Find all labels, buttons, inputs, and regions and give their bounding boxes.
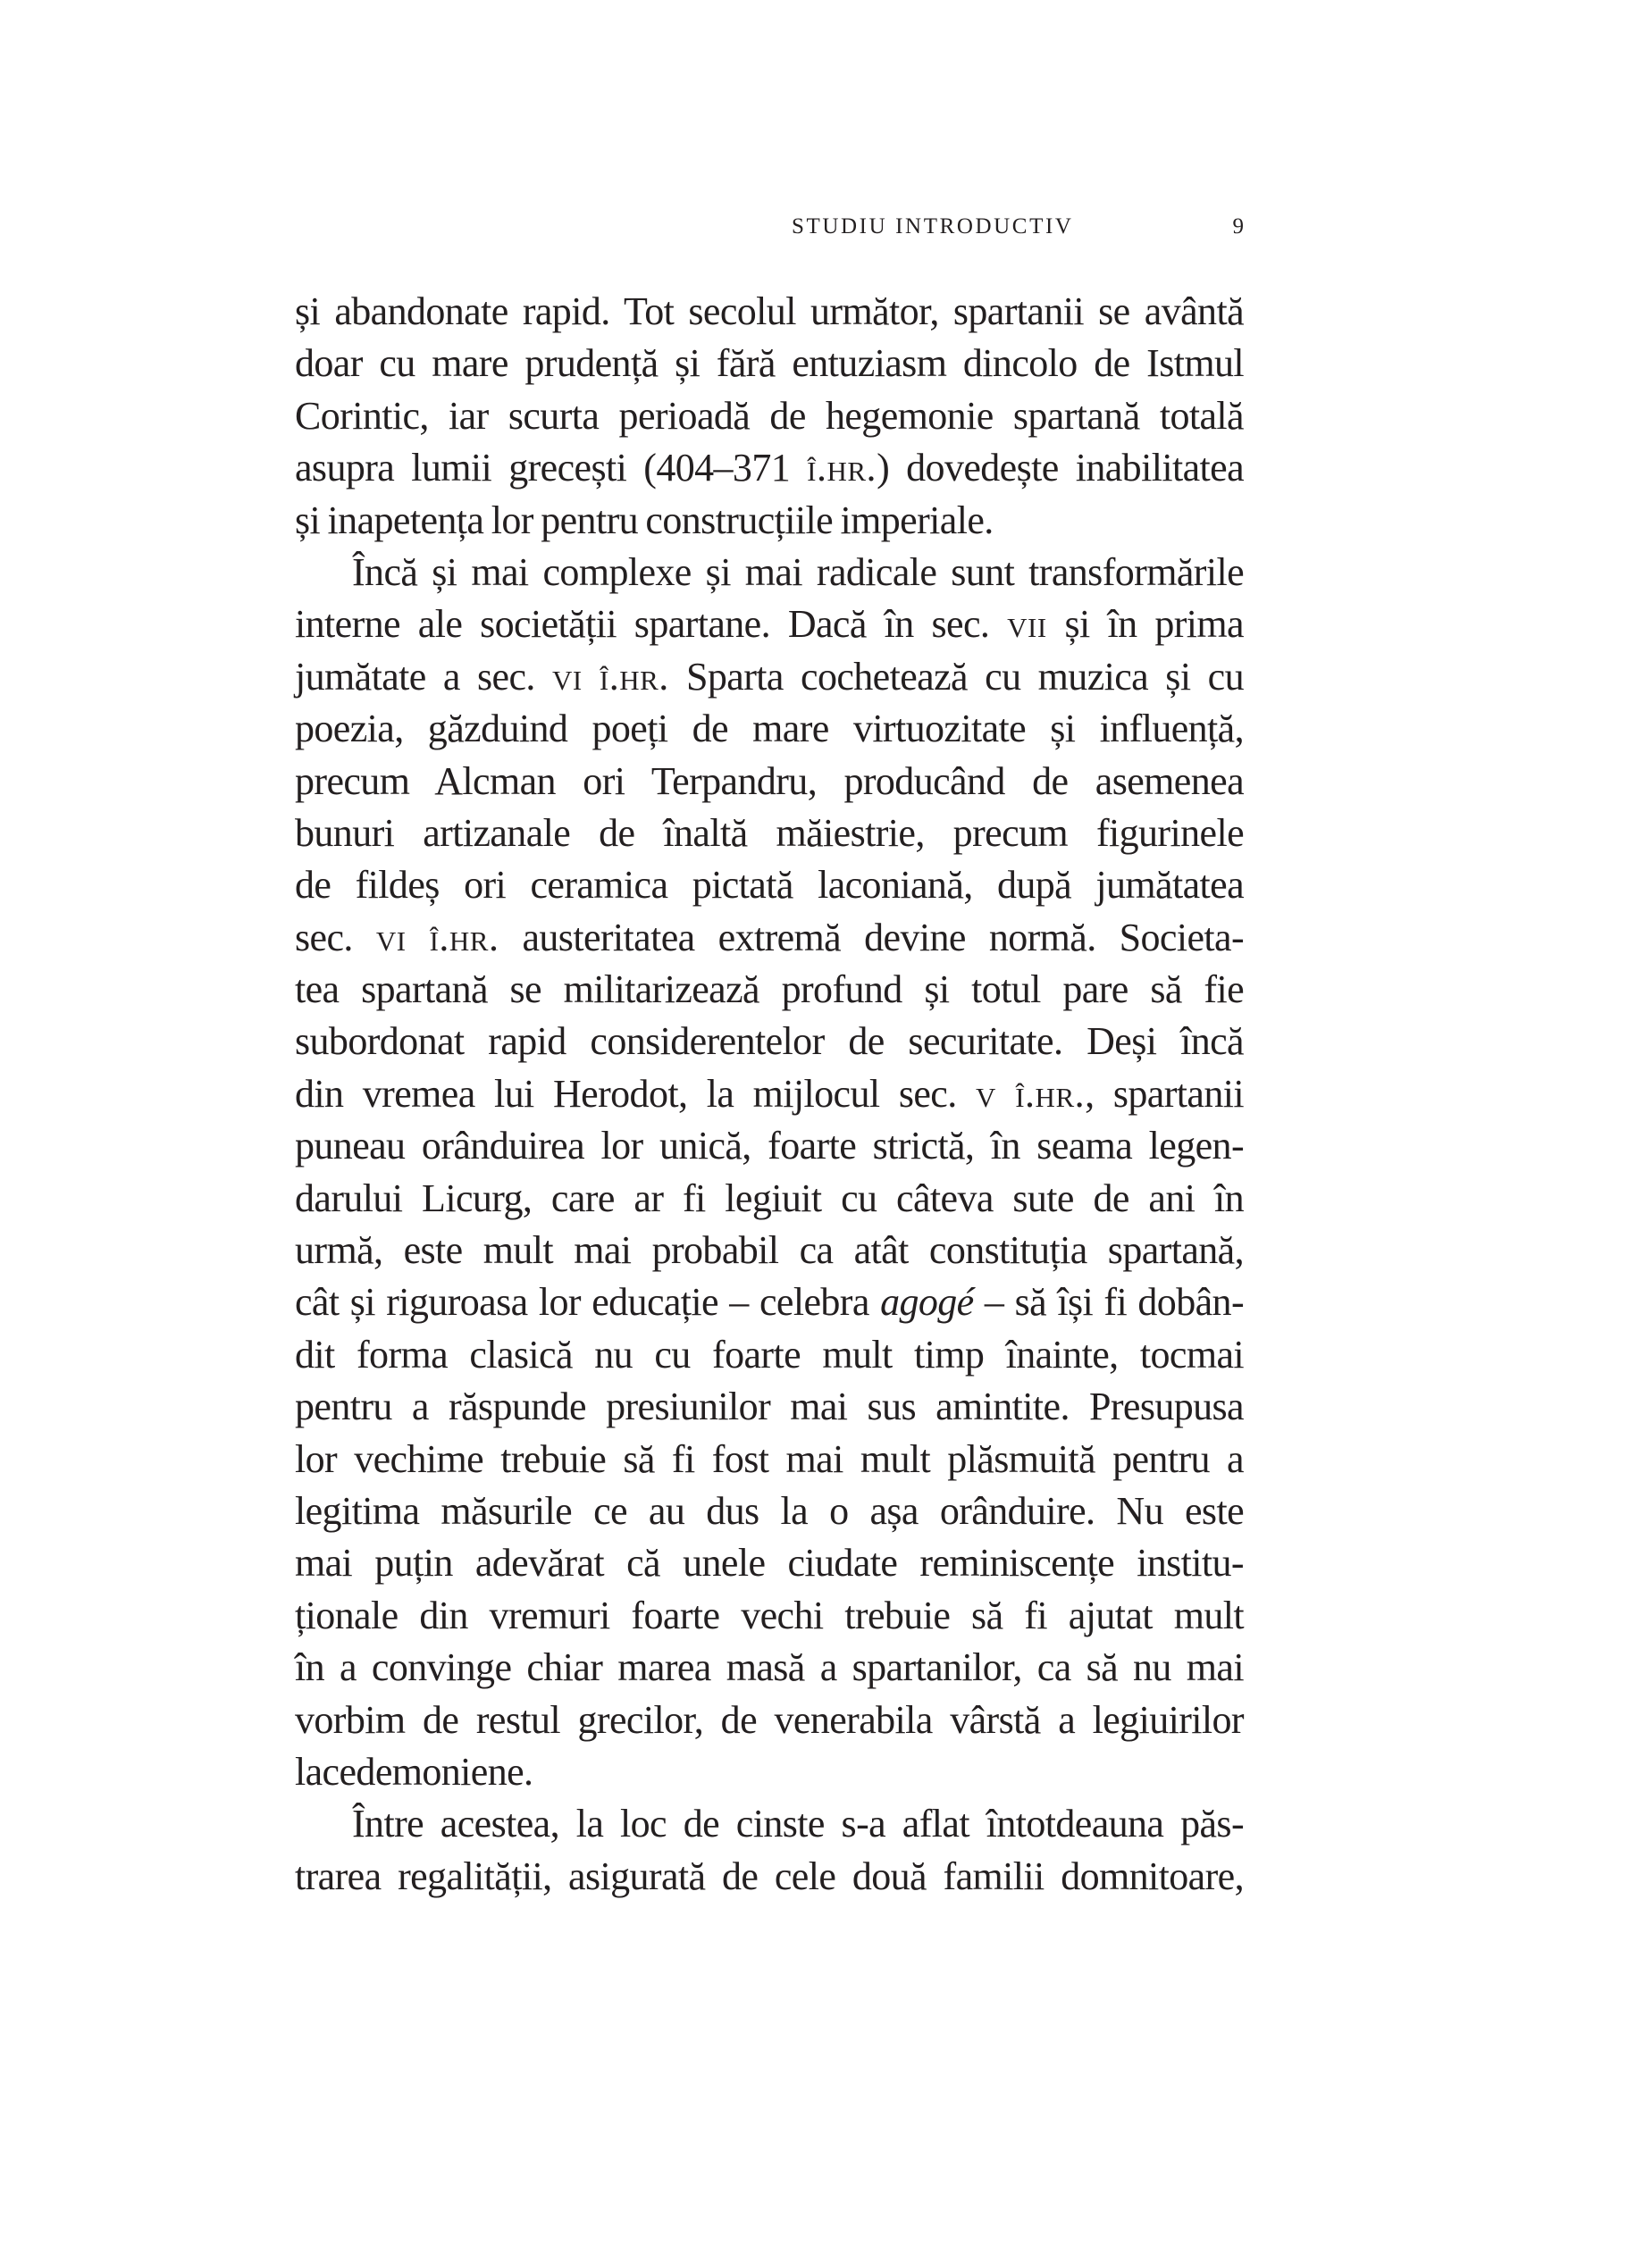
text-line: tea spartană se militarizează profund și totul pare să fie [295,967,1244,1012]
century-numeral: vi [375,915,407,959]
text-line: Între acestea, la loc de cinste s-a aflat întotdeauna păs- [352,1802,1244,1846]
text-line: lor vechime trebuie să fi fost mai mult plăsmuită pentru a [295,1436,1244,1481]
era-abbrev: î.hr. [599,654,669,699]
text-line: trarea regalității, asigurată de cele două familii domnitoare, [295,1854,1244,1898]
text-line: sec. vi î.hr. austeritatea extremă devine normă. Societa- [295,915,1245,959]
text-line: doar cu mare prudență și fără entuziasm dincolo de Istmul [295,341,1244,386]
text-line: ționale din vremuri foarte vechi trebuie să fi ajutat mult [295,1593,1244,1637]
paragraph-2 [295,547,1244,1798]
text-line: dit forma clasică nu cu foarte mult timp înainte, tocmai [295,1332,1244,1377]
text-line: poezia, găzduind poeți de mare virtuozitate și influență, [295,707,1244,751]
text-line: interne ale societății spartane. Dacă în sec. vii și în prima [295,602,1244,647]
text-line: vorbim de restul grecilor, de venerabila vârstă a legiuirilor [295,1697,1244,1742]
text-line: Corintic, iar scurta perioadă de hegemonie spartană totală [295,393,1244,438]
text-line: lacedemoniene. [295,1749,533,1794]
text-line: bunuri artizanale de înaltă măiestrie, precum figurinele [295,810,1244,855]
century-numeral: v [975,1071,996,1116]
body-text [295,286,1244,1903]
page-number: 9 [1232,214,1244,239]
text-line: asupra lumii grecești (404–371 î.hr.) dovedește inabilitatea [295,446,1244,490]
running-head-title: STUDIU INTRODUCTIV [792,214,1074,239]
century-numeral: vii [1007,602,1047,647]
text-line: de fildeș ori ceramica pictată laconiană, după jumătatea [295,863,1244,908]
text-line: subordonat rapid considerentelor de securitate. Deși încă [295,1019,1244,1064]
text-line: cât și riguroasa lor educație – celebra agogé – să își fi dobân- [295,1280,1244,1325]
text-line: și inapetența lor pentru construcțiile imperiale. [295,498,994,542]
text-line: Încă și mai complexe și mai radicale sunt transformările [352,549,1244,594]
paragraph-3 [295,1798,1244,1903]
text-line: și abandonate rapid. Tot secolul următor, spartanii se avântă [295,289,1244,333]
text-line: puneau orânduirea lor unică, foarte strictă, în seama legen- [295,1124,1244,1168]
paragraph-1 [295,286,1244,547]
text-line: mai puțin adevărat că unele ciudate reminiscențe institu- [295,1541,1244,1586]
text-line: din vremea lui Herodot, la mijlocul sec. v î.hr., spartanii [295,1071,1244,1116]
era-abbrev: î.hr. [807,446,877,490]
text-line: precum Alcman ori Terpandru, producând de asemenea [295,758,1244,803]
text-line: jumătate a sec. vi î.hr. Sparta cochetează cu muzica și cu [295,654,1244,699]
text-line: pentru a răspunde presiunilor mai sus amintite. Presupusa [295,1385,1244,1429]
text-line: darului Licurg, care ar fi legiuit cu câteva sute de ani în [295,1176,1244,1220]
century-numeral: vi [552,654,583,699]
era-abbrev: î.hr. [1015,1071,1086,1116]
text-line: legitima măsurile ce au dus la o așa orânduire. Nu este [295,1488,1244,1533]
text-line: în a convinge chiar marea masă a spartanilor, ca să nu mai [295,1645,1244,1690]
text-line: urmă, este mult mai probabil ca atât constituția spartană, [295,1228,1244,1273]
era-abbrev: î.hr. [429,915,499,959]
running-head [792,211,1244,243]
italic-term: agogé [880,1280,974,1325]
